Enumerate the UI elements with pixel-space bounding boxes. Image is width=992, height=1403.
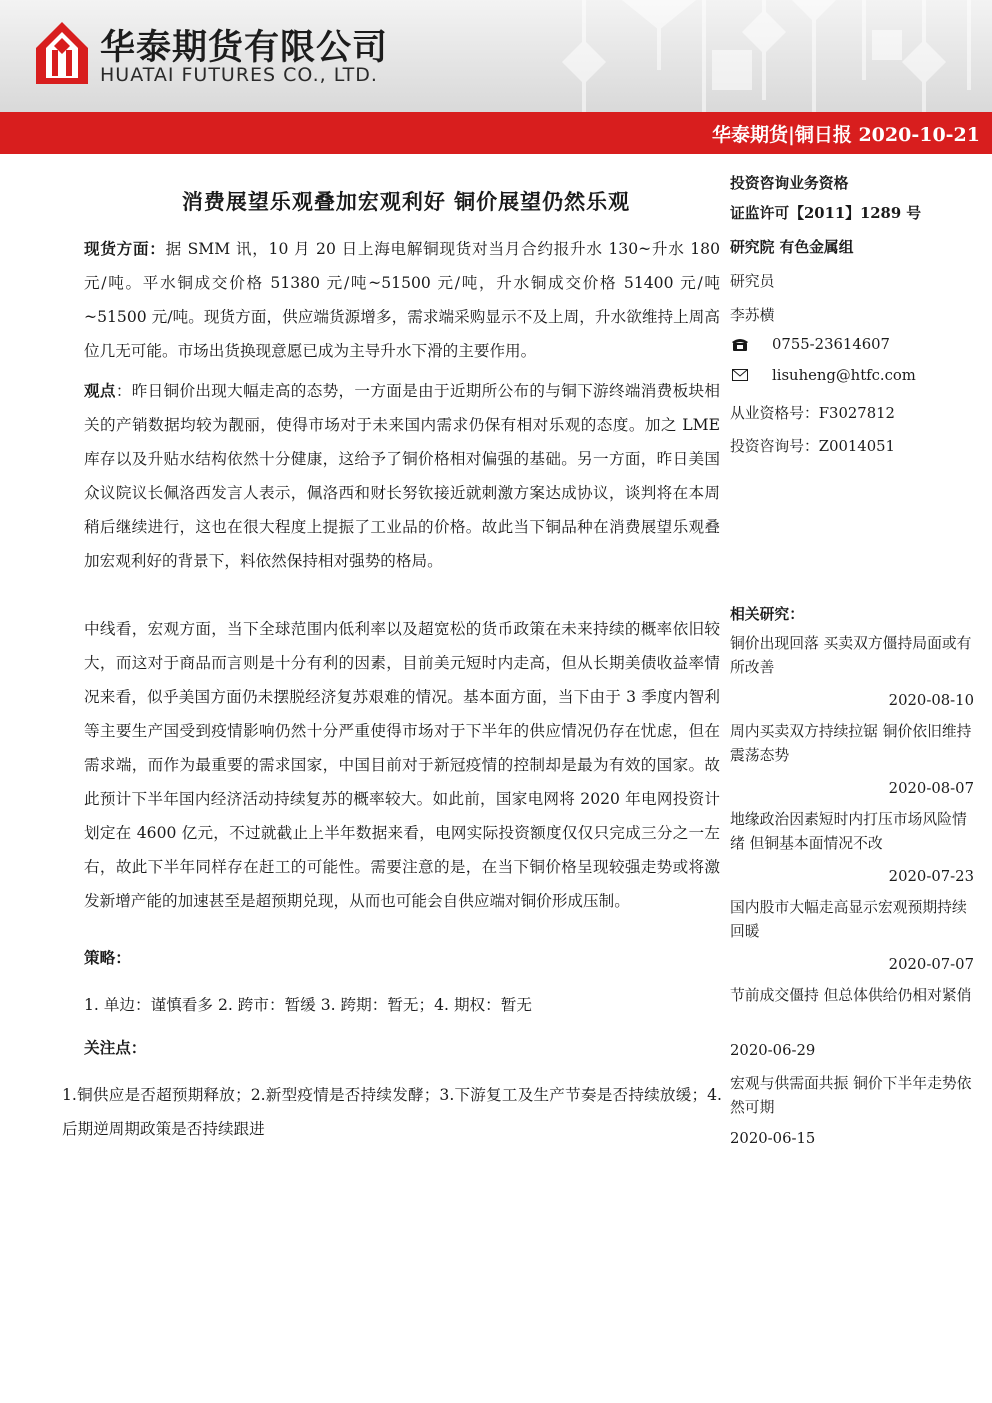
license-number: 从业资格号：F3027812 (730, 405, 895, 422)
institute-label: 研究院 有色金属组 (730, 239, 854, 256)
related-research-date: 2020-07-07 (888, 956, 974, 973)
company-name-en: HUATAI FUTURES CO., LTD. (100, 64, 378, 86)
focus-heading: 关注点： (84, 1038, 147, 1057)
strategy-text: 1. 单边：谨慎看多 2. 跨市：暂缓 3. 跨期：暂无；4. 期权：暂无 (84, 996, 532, 1014)
related-research-title[interactable]: 铜价出现回落 买卖双方僵持局面或有所改善 (730, 635, 972, 676)
related-research-title[interactable]: 周内买卖双方持续拉锯 铜价依旧维持震荡态势 (730, 723, 972, 764)
spot-text: 据 SMM 讯，10 月 20 日上海电解铜现货对当月合约报升水 130~升水 180 元/吨。平水铜成交价格 51380 元/吨~51500 元/吨，升水铜成交价格 51400 元/吨~51500 元/吨。现货方面，供应端货源增多，需求端采购显示不及上周，升水欲维持上周高位几无可能。市场出货换现意愿已成为主导升水下滑的主要作用。 (84, 240, 720, 360)
qualification-line-2: 证监许可【2011】1289 号 (730, 205, 922, 222)
company-name-cn: 华泰期货有限公司 (100, 28, 389, 68)
report-title: 消费展望乐观叠加宏观利好 铜价展望仍然乐观 (181, 189, 631, 214)
analyst-name: 李苏横 (730, 307, 775, 324)
huatai-logo-icon (34, 20, 90, 86)
qualification-line-1: 投资咨询业务资格 (730, 175, 849, 192)
consult-number: 投资咨询号：Z0014051 (730, 438, 895, 455)
related-research-title[interactable]: 节前成交僵持 但总体供给仍相对紧俏 (730, 987, 972, 1004)
related-research-heading: 相关研究： (730, 606, 804, 623)
related-research-date: 2020-06-15 (730, 1130, 816, 1147)
spot-label: 现货方面： (84, 239, 166, 258)
email-icon (732, 369, 748, 381)
report-banner (0, 112, 992, 154)
view-label: 观点 (84, 381, 116, 400)
related-research-title[interactable]: 宏观与供需面共振 铜价下半年走势依然可期 (730, 1075, 972, 1116)
related-research-date: 2020-08-10 (888, 692, 974, 709)
analyst-role: 研究员 (730, 273, 775, 290)
page-header (0, 0, 992, 112)
focus-text: 1.铜供应是否超预期释放；2.新型疫情是否持续发酵；3.下游复工及生产节奏是否持续放缓；4. 后期逆周期政策是否持续跟进 (62, 1086, 722, 1138)
related-research-date: 2020-07-23 (888, 868, 974, 885)
related-research-date: 2020-06-29 (730, 1042, 816, 1059)
related-research-title[interactable]: 国内股市大幅走高显示宏观预期持续回暖 (730, 899, 967, 940)
analyst-phone: 0755-23614607 (772, 336, 890, 353)
report-banner-text: 华泰期货|铜日报 2020-10-21 (711, 124, 980, 146)
midterm-paragraph: 中线看，宏观方面，当下全球范围内低利率以及超宽松的货币政策在未来持续的概率依旧较大，而这对于商品而言则是十分有利的因素，目前美元短时内走高，但从长期美债收益率情况来看，似乎美国方面仍未摆脱经济复苏艰难的情况。基本面方面，当下由于 3 季度内智利等主要生产国受到疫情影响仍然十分严重使得市场对于下半年的供应情况仍存在忧虑，但在需求端，而作为最重要的需求国家，中国目前对于新冠疫情的控制却是最为有效的国家。故此预计下半年国内经济活动持续复苏的概率较大。如此前，国家电网将 2020 年电网投资计划定在 4600 亿元，不过就截止上半年数据来看，电网实际投资额度仅仅只完成三分之一左右，故此下半年同样存在赶工的可能性。需要注意的是，在当下铜价格呈现较强走势或将激发新增产能的加速甚至是超预期兑现，从而也可能会自供应端对铜价形成压制。 (84, 620, 720, 910)
related-research-date: 2020-08-07 (888, 780, 974, 797)
view-text: ：昨日铜价出现大幅走高的态势，一方面是由于近期所公布的与铜下游终端消费板块相关的产销数据均较为靓丽，使得市场对于未来国内需求仍保有相对乐观的态度。加之 LME 库存以及升贴水结构依然十分健康，这给予了铜价格相对偏强的基础。另一方面，昨日美国众议院议长佩洛西发言人表示，佩洛西和财长努钦接近就刺激方案达成协议，谈判将在本周稍后继续进行，这也在很大程度上提振了工业品的价格。故此当下铜品种在消费展望乐观叠加宏观利好的背景下，料依然保持相对强势的格局。 (84, 382, 720, 570)
strategy-heading: 策略： (84, 948, 131, 967)
header-decoration (562, 0, 992, 112)
phone-icon (732, 338, 748, 352)
analyst-email[interactable]: lisuheng@htfc.com (772, 367, 916, 384)
related-research-title[interactable]: 地缘政治因素短时内打压市场风险情绪 但铜基本面情况不改 (730, 811, 967, 852)
view-paragraph (84, 374, 720, 578)
spot-paragraph (84, 232, 720, 368)
